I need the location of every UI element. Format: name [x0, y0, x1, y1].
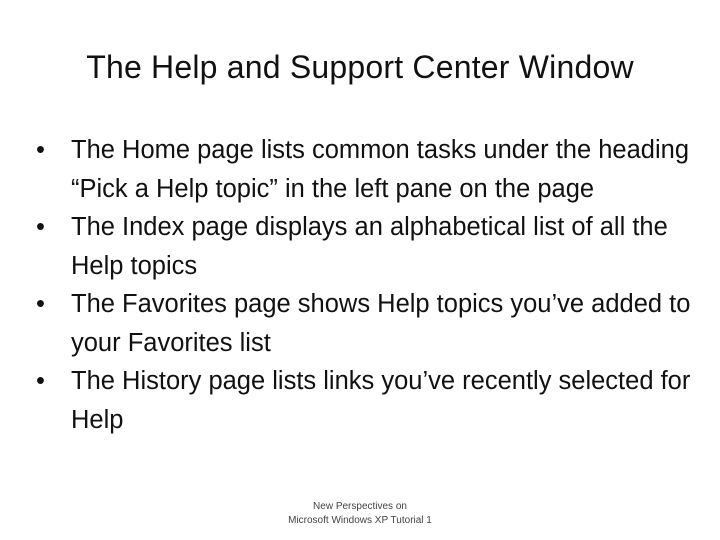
- bullet-list: [36, 131, 696, 439]
- bullet-text: The Index page displays an alphabetical list of all the Help topics: [71, 213, 668, 280]
- footer-line-1: New Perspectives on: [313, 501, 407, 512]
- bullet-item-history: [36, 362, 696, 439]
- bullet-text: The Favorites page shows Help topics you’ve added to your Favorites list: [71, 290, 691, 357]
- bullet-icon: •: [36, 290, 45, 318]
- slide-title: The Help and Support Center Window: [86, 49, 634, 85]
- bullet-item-index: [36, 208, 696, 285]
- bullet-text: The Home page lists common tasks under the heading “Pick a Help topic” in the left pane on the page: [71, 136, 690, 203]
- bullet-item-favorites: [36, 285, 696, 362]
- bullet-icon: •: [36, 213, 45, 241]
- bullet-text: The History page lists links you’ve recently selected for Help: [71, 367, 691, 434]
- bullet-item-home: [36, 131, 696, 208]
- bullet-icon: •: [36, 367, 45, 395]
- slide-footer: [210, 500, 510, 527]
- bullet-icon: •: [36, 136, 45, 164]
- footer-line-2: Microsoft Windows XP Tutorial 1: [288, 514, 432, 526]
